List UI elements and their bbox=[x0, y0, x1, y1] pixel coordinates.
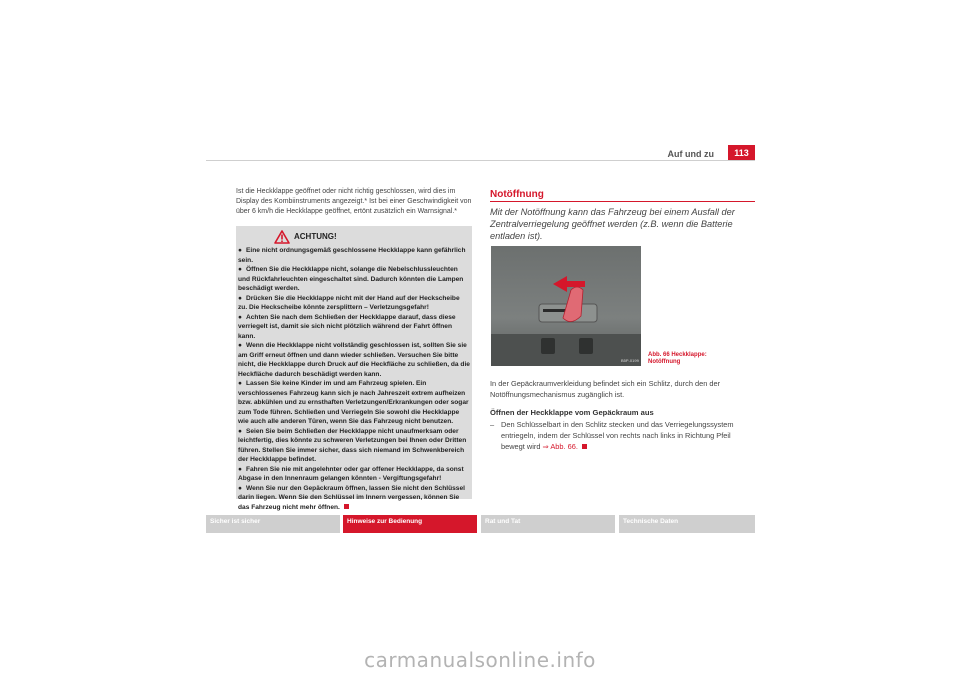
bullet-icon: ● bbox=[238, 294, 242, 302]
footer-tab-hinweise[interactable]: Hinweise zur Bedienung bbox=[343, 515, 477, 533]
footer-tab-technische[interactable]: Technische Daten bbox=[619, 515, 755, 533]
footer-tab-sicher[interactable]: Sicher ist sicher bbox=[206, 515, 340, 533]
bullet-icon: ● bbox=[238, 342, 242, 349]
figure-caption: Abb. 66 Heckklappe: Notöffnung bbox=[648, 352, 707, 365]
header-rule bbox=[206, 160, 755, 161]
warning-title: ACHTUNG! bbox=[294, 232, 337, 241]
bullet-icon: ● bbox=[238, 247, 242, 254]
warning-item: ● Lassen Sie keine Kinder im und am Fahrzeug spielen. Ein verschlossenes Fahrzeug kann sich je nach Jahreszeit extrem aufheizen bzw. abkühlen und zu ernsthaften Verletzungen/Erkrankungen oder sogar zum Tode führen. Schließen und Verriegeln Sie sowohl die Heckklappe wie auch alle anderen Türen, wenn Sie das Fahrzeug nicht benutzen. bbox=[238, 380, 469, 425]
warning-list bbox=[238, 246, 470, 512]
figure-reference-link[interactable]: ⇒ Abb. 66. bbox=[542, 442, 578, 451]
page-number: 113 bbox=[728, 145, 755, 161]
header-section-title: Auf und zu bbox=[667, 149, 714, 159]
warning-item: ● Achten Sie nach dem Schließen der Heckklappe darauf, dass diese verriegelt ist, damit sie sich nicht plötzlich während der Fahrt öffnen kann. bbox=[238, 313, 456, 340]
warning-item: ● Drücken Sie die Heckklappe nicht mit der Hand auf der Heckscheibe zu. Die Heckscheibe könnte zersplittern – Verletzungsgefahr! bbox=[238, 294, 460, 311]
bullet-icon: ● bbox=[238, 266, 242, 273]
subheading: Öffnen der Heckklappe vom Gepäckraum aus bbox=[490, 408, 654, 417]
warning-item: ● Eine nicht ordnungsgemäß geschlossene Heckklappe kann gefährlich sein. bbox=[238, 247, 466, 264]
instruction-step: – Den Schlüsselbart in den Schlitz stecken und das Verriegelungssystem entriegeln, indem der Schlüssel von rechts nach links in Richtung Pfeil bewegt wird ⇒ Abb. 66. bbox=[490, 420, 734, 451]
warning-item: ● Wenn Sie nur den Gepäckraum öffnen, lassen Sie nicht den Schlüssel darin liegen. Wenn Sie den Schlüssel im Innern vergessen, können Sie das Fahrzeug nicht mehr öffnen. bbox=[238, 484, 465, 511]
warning-item: ● Wenn die Heckklappe nicht vollständig geschlossen ist, sollten Sie sie am Griff erneut öffnen und dann wieder schließen. Versuchen Sie bitte nicht, die Heckklappe durch Druck auf die Heckfläche zu schließen, da die Heckfläche dadurch beschädigt werden kann. bbox=[238, 342, 470, 378]
end-square-icon bbox=[582, 444, 587, 449]
warning-triangle-icon bbox=[274, 230, 290, 244]
body-paragraph: In der Gepäckraumverkleidung befindet sich ein Schlitz, durch den der Notöffnungsmechanismus zugänglich ist. bbox=[490, 379, 721, 399]
warning-header bbox=[236, 230, 472, 244]
section-intro: Mit der Notöffnung kann das Fahrzeug bei einem Ausfall der Zentralverriegelung geöffnet werden (z.B. wenn die Batterie entladen ist). bbox=[490, 207, 735, 241]
section-rule bbox=[490, 201, 755, 202]
bullet-icon: ● bbox=[238, 313, 242, 321]
section-title: Notöffnung bbox=[490, 189, 544, 200]
bullet-icon: ● bbox=[238, 484, 242, 492]
watermark: carmanualsonline.info bbox=[364, 648, 596, 672]
step-dash: – bbox=[490, 420, 495, 429]
trunk-emergency-release-illustration bbox=[491, 246, 641, 366]
bullet-icon: ● bbox=[238, 380, 242, 387]
end-square-icon bbox=[344, 504, 349, 509]
bullet-icon: ● bbox=[238, 465, 242, 473]
figure-code: B5P-0199 bbox=[621, 358, 639, 363]
warning-item: ● Öffnen Sie die Heckklappe nicht, solange die Nebelschlussleuchten und Rückfahrleuchten eingeschaltet sind. Dadurch könnten die Lampen beschädigt werden. bbox=[238, 266, 464, 292]
warning-item: ● Fahren Sie nie mit angelehnter oder gar offener Heckklappe, da sonst Abgase in den Innenraum gelangen könnten - Vergiftungsgefahr! bbox=[238, 465, 464, 482]
intro-paragraph: Ist die Heckklappe geöffnet oder nicht richtig geschlossen, wird dies im Display des Kombiinstruments angezeigt.* Ist bei einer Geschwindigkeit von über 6 km/h die Heckklappe geöffnet, ertönt zusätzlich ein Warnsignal.* bbox=[236, 188, 472, 215]
footer-tab-rat[interactable]: Rat und Tat bbox=[481, 515, 615, 533]
warning-box bbox=[236, 226, 472, 511]
warning-item: ● Seien Sie beim Schließen der Heckklappe nicht unaufmerksam oder leichtfertig, dies könnte zu schweren Verletzungen bei Ihnen oder Dritten führen. Stellen Sie immer sicher, dass sich niemand im Schwenkbereich der Heckklappe befindet. bbox=[238, 427, 467, 463]
bullet-icon: ● bbox=[238, 427, 242, 435]
